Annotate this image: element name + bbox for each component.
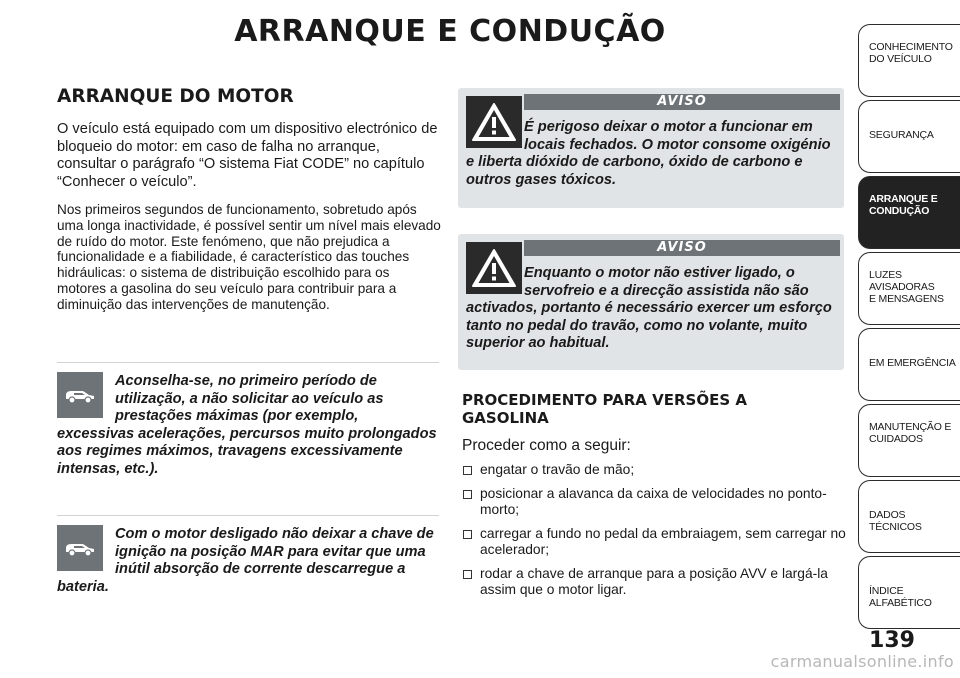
- section-heading: ARRANQUE DO MOTOR: [57, 86, 294, 107]
- warning-text: É perigoso deixar o motor a funcionar em locais fechados. O motor consome oxigénio e liberta dióxido de carbono, óxido de carbono e outros gases tóxicos.: [466, 119, 831, 188]
- noise-paragraph: Nos primeiros segundos de funcionamento, sobretudo após uma longa inactividade, é possível sentir um nível mais elevado de ruído do motor. Este fenómeno, que não prejudica a funcionalidade e a fiabilidade, é característico das touches hidráulicas: o sistema de distribuição escolhido para os motores a gasolina do seu veículo para contribuir para a diminuição das intervenções de manutenção.: [57, 202, 441, 312]
- page-number: 139: [869, 628, 915, 653]
- warning-label: AVISO: [524, 240, 840, 256]
- warning-box-servo: [458, 234, 844, 370]
- procedure-steps: [462, 462, 847, 606]
- tab-emergencia[interactable]: EM EMERGÊNCIA: [858, 328, 960, 401]
- tab-conhecimento[interactable]: CONHECIMENTO DO VEÍCULO: [858, 24, 960, 97]
- tab-dados[interactable]: DADOS TÉCNICOS: [858, 480, 960, 553]
- checkbox-bullet-icon: [463, 466, 472, 475]
- tab-indice[interactable]: ÍNDICE ALFABÉTICO: [858, 556, 960, 629]
- car-icon: [57, 525, 103, 571]
- tab-manutencao[interactable]: MANUTENÇÃO E CUIDADOS: [858, 404, 960, 477]
- car-icon: [57, 372, 103, 418]
- warning-label: AVISO: [524, 94, 840, 110]
- tab-luzes[interactable]: LUZES AVISADORAS E MENSAGENS: [858, 252, 960, 325]
- intro-paragraph: O veículo está equipado com um dispositivo electrónico de bloqueio do motor: em caso de falha no arranque, consultar o parágrafo “O sistema Fiat CODE” no capítulo “Conhecer o veículo”.: [57, 121, 438, 190]
- procedure-step: engatar o travão de mão;: [462, 462, 847, 479]
- checkbox-bullet-icon: [463, 530, 472, 539]
- warning-text: Enquanto o motor não estiver ligado, o servofreio e a direcção assistida não são activados, portanto é necessário exercer um esforço tanto no pedal do travão, como no volante, muito superior ao habitual.: [466, 265, 832, 352]
- page-title: ARRANQUE E CONDUÇÃO: [234, 14, 666, 49]
- procedure-step: rodar a chave de arranque para a posição AVV e largá-la assim que o motor ligar.: [462, 566, 847, 599]
- procedure-heading: PROCEDIMENTO PARA VERSÕES A GASOLINA: [462, 391, 747, 427]
- tip-text: Aconselha-se, no primeiro período de utilização, a não solicitar ao veículo as prestações máximas (por exemplo, excessivas acelerações, percursos muito prolongados aos regimes máximos, travagens excessivamente intensas, etc.).: [57, 373, 437, 477]
- procedure-intro: Proceder como a seguir:: [462, 437, 631, 454]
- tip-text: Com o motor desligado não deixar a chave de ignição na posição MAR para evitar que uma inútil absorção de corrente descarregue a bateria.: [57, 526, 434, 595]
- tab-arranque[interactable]: ARRANQUE E CONDUÇÃO: [858, 176, 960, 249]
- tab-seguranca[interactable]: SEGURANÇA: [858, 100, 960, 173]
- checkbox-bullet-icon: [463, 570, 472, 579]
- procedure-step: posicionar a alavanca da caixa de velocidades no ponto-morto;: [462, 486, 847, 519]
- tip-note-first-use: [57, 362, 439, 479]
- checkbox-bullet-icon: [463, 490, 472, 499]
- tip-note-battery: [57, 515, 439, 596]
- warning-box-exhaust: [458, 88, 844, 208]
- procedure-step: carregar a fundo no pedal da embraiagem, sem carregar no acelerador;: [462, 526, 847, 559]
- watermark: carmanualsonline.info: [770, 652, 954, 671]
